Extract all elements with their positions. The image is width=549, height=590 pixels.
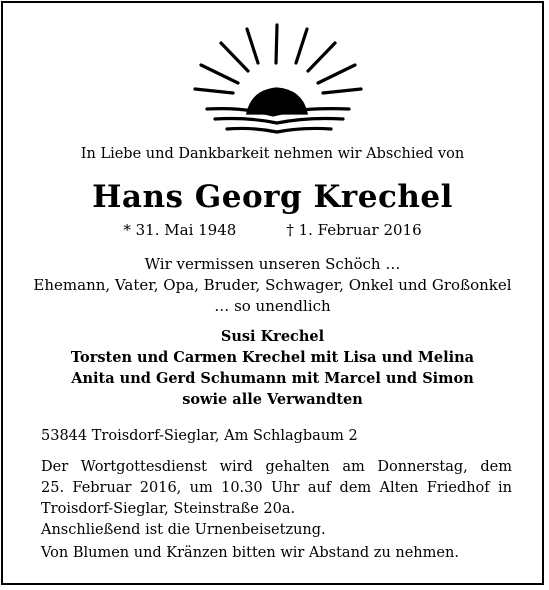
mourner-line: sowie alle Verwandten bbox=[182, 391, 363, 408]
service-line: Der Wortgottesdienst wird gehalten am Donnerstag, dem bbox=[41, 459, 512, 475]
mourner-line: Anita und Gerd Schumann mit Marcel und Simon bbox=[71, 370, 474, 387]
sunset-icon bbox=[193, 23, 363, 139]
deceased-name: Hans Georg Krechel bbox=[92, 179, 453, 215]
birth-date: * 31. Mai 1948 bbox=[123, 221, 237, 239]
obituary-notice bbox=[1, 1, 544, 585]
tribute-line: Wir vermissen unseren Schöch … bbox=[144, 255, 401, 273]
mourner-line: Susi Krechel bbox=[220, 328, 325, 345]
tribute-line: Ehemann, Vater, Opa, Bruder, Schwager, Onkel und Großonkel bbox=[33, 276, 512, 294]
address: 53844 Troisdorf-Sieglar, Am Schlagbaum 2 bbox=[41, 428, 358, 444]
tribute-line: … so unendlich bbox=[214, 297, 331, 315]
life-dates bbox=[3, 221, 542, 239]
flowers-note: Von Blumen und Kränzen bitten wir Abstand zu nehmen. bbox=[41, 545, 459, 561]
mourner-line: Torsten und Carmen Krechel mit Lisa und Melina bbox=[70, 349, 475, 366]
service-line: Anschließend ist die Urnenbeisetzung. bbox=[41, 522, 326, 538]
death-date: † 1. Februar 2016 bbox=[286, 221, 422, 239]
intro-text: In Liebe und Dankbarkeit nehmen wir Abschied von bbox=[80, 146, 465, 162]
service-line: Troisdorf-Sieglar, Steinstraße 20a. bbox=[41, 501, 296, 517]
service-line: 25. Februar 2016, um 10.30 Uhr auf dem Alten Friedhof in bbox=[41, 480, 512, 496]
